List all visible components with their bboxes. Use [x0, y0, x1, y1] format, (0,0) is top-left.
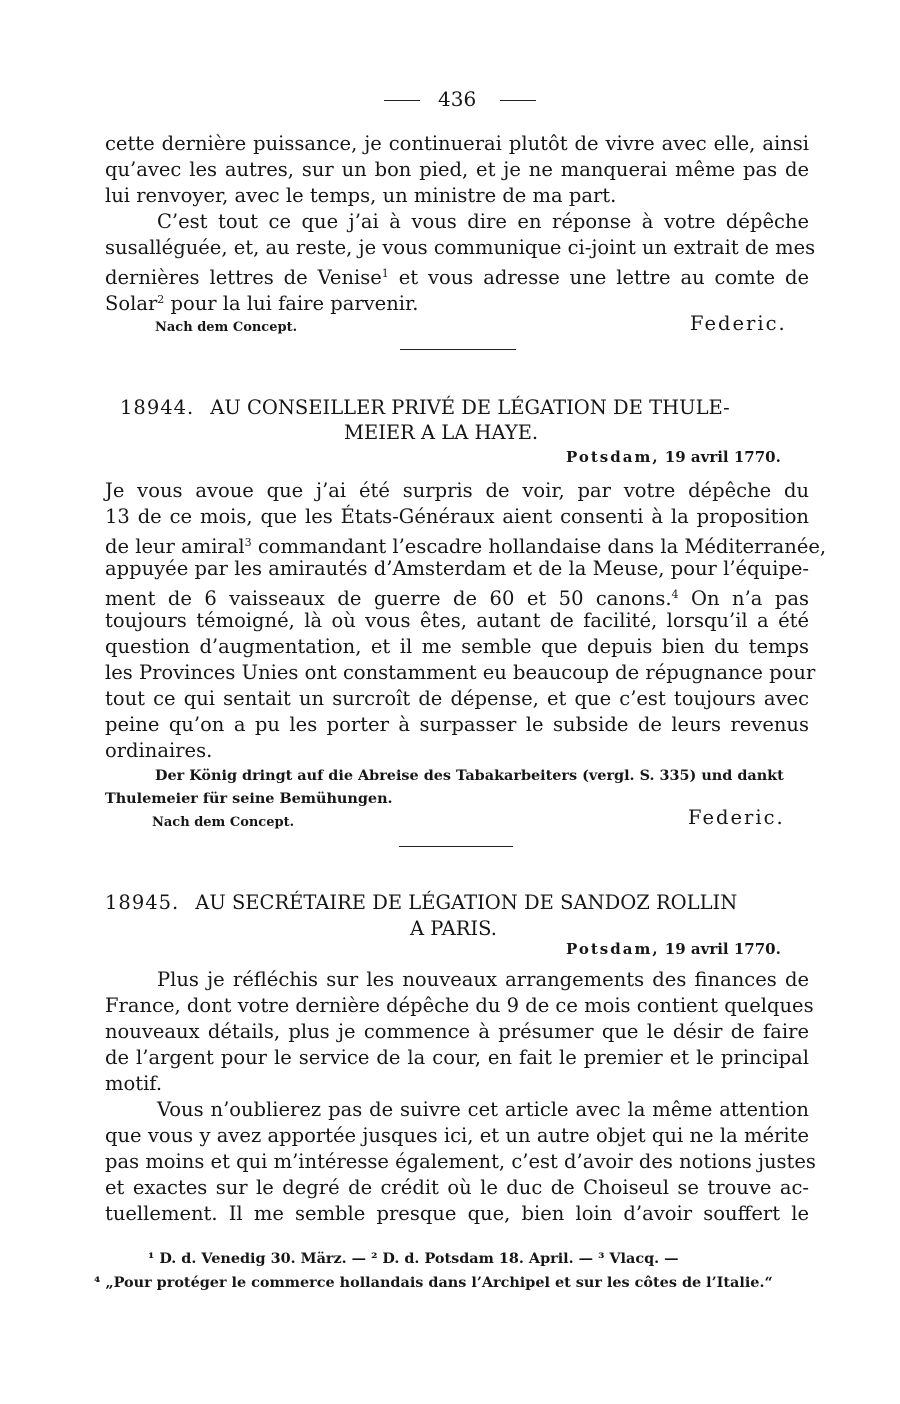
page-number-dash-right: [500, 100, 536, 101]
body-text: Je vous avoue que j’ai été surpris de voir, par votre dépêche du: [105, 479, 809, 502]
letter-dateline: [566, 448, 781, 466]
body-line: que vous y avez apportée jusques ici, et un autre objet qui ne la mérite: [105, 1124, 809, 1147]
body-line: C’est tout ce que j’ai à vous dire en réponse à votre dépêche: [157, 210, 809, 233]
body-text: pour la lui faire parvenir.: [164, 292, 419, 315]
letter-place: Potsdam,: [566, 448, 660, 466]
letter-dateline: [566, 940, 781, 958]
footnote-line: ⁴ „Pour protéger le commerce hollandais dans l’Archipel et sur les côtes de l’Italie.“: [94, 1274, 773, 1291]
page-number-dash-left: [384, 100, 420, 101]
body-line: susalléguée, et, au reste, je vous communique ci-joint un extrait de mes: [105, 236, 816, 259]
section-divider: [399, 846, 513, 847]
footnote-ref: 4: [671, 588, 679, 601]
body-line: appuyée par les amirautés d’Amsterdam et de la Meuse, pour l’équipe-: [105, 557, 809, 580]
footnote-ref: 3: [244, 536, 252, 549]
signature: Federic.: [688, 806, 785, 829]
letter-title: AU CONSEILLER PRIVÉ DE LÉGATION DE THULE-: [210, 396, 730, 419]
body-line: toujours témoigné, là où vous êtes, autant de facilité, lorsqu’il a été: [105, 609, 809, 632]
body-text: ment de 6 vaisseaux de guerre de 60 et 50 canons.: [105, 587, 672, 610]
body-line: nouveaux détails, plus je commence à présumer que le désir de faire: [105, 1020, 809, 1043]
body-text: On n’a pas: [678, 587, 809, 610]
body-text: de leur amiral: [105, 535, 245, 558]
letter-title-cont: MEIER A LA HAYE.: [344, 421, 539, 444]
body-line: 13 de ce mois, que les États-Généraux aient consenti à la proposition: [105, 505, 809, 528]
body-line: de l’argent pour le service de la cour, en fait le premier et le principal: [105, 1046, 809, 1069]
letter-number: 18944.: [120, 396, 195, 419]
letter-title: AU SECRÉTAIRE DE LÉGATION DE SANDOZ ROLLIN: [195, 891, 738, 914]
body-line: cette dernière puissance, je continuerai plutôt de vivre avec elle, ainsi: [105, 132, 809, 155]
body-line: ordinaires.: [105, 739, 213, 762]
letter-date: 19 avril 1770.: [664, 448, 781, 466]
body-line: les Provinces Unies ont constamment eu beaucoup de répugnance pour: [105, 661, 816, 684]
body-line: motif.: [105, 1072, 163, 1095]
letter-place: Potsdam,: [566, 940, 660, 958]
body-line: question d’augmentation, et il me semble que depuis bien du temps: [105, 635, 809, 658]
footnote-line: ¹ D. d. Venedig 30. März. — ² D. d. Potsdam 18. April. — ³ Vlacq. —: [148, 1250, 679, 1267]
body-line: France, dont votre dernière dépêche du 9 de ce mois contient quelques: [105, 994, 814, 1017]
page-number: 436: [438, 87, 477, 111]
body-text: et vous adresse une lettre au comte de: [388, 266, 809, 289]
body-line: lui renvoyer, avec le temps, un ministre de ma part.: [105, 184, 617, 207]
section-divider: [400, 349, 516, 350]
body-line: qu’avec les autres, sur un bon pied, et je ne manquerai même pas de: [105, 158, 809, 181]
body-line: tuellement. Il me semble presque que, bien loin d’avoir souffert le: [105, 1202, 809, 1225]
body-text: dernières lettres de Venise: [105, 266, 382, 289]
body-line: Plus je réfléchis sur les nouveaux arrangements des finances de: [157, 968, 809, 991]
body-line: et exactes sur le degré de crédit où le duc de Choiseul se trouve ac-: [105, 1176, 809, 1199]
summary-line: Der König dringt auf die Abreise des Tabakarbeiters (vergl. S. 335) und dankt: [155, 767, 784, 784]
body-line: [105, 478, 809, 504]
letter-heading: [105, 890, 737, 916]
footnote-ref: 2: [157, 293, 165, 306]
letter-number: 18945.: [105, 891, 180, 914]
body-line: Vous n’oublierez pas de suivre cet article avec la même attention: [157, 1098, 809, 1121]
source-note: Nach dem Concept.: [155, 320, 298, 335]
source-note: Nach dem Concept.: [152, 815, 295, 830]
body-text: Solar: [105, 292, 158, 315]
body-text: commandant l’escadre hollandaise dans la Méditerranée,: [251, 535, 827, 558]
body-line: pas moins et qui m’intéresse également, c’est d’avoir des notions justes: [105, 1150, 816, 1173]
letter-heading: [120, 395, 730, 421]
letter-title-cont: A PARIS.: [410, 917, 497, 940]
body-line: tout ce qui sentait un surcroît de dépense, et que c’est toujours avec: [105, 687, 809, 710]
summary-line: Thulemeier für seine Bemühungen.: [105, 790, 393, 807]
signature: Federic.: [690, 312, 787, 335]
body-line: peine qu’on a pu les porter à surpasser le subside de leurs revenus: [105, 713, 809, 736]
letter-date: 19 avril 1770.: [664, 940, 781, 958]
footnote-ref: 1: [381, 267, 389, 280]
